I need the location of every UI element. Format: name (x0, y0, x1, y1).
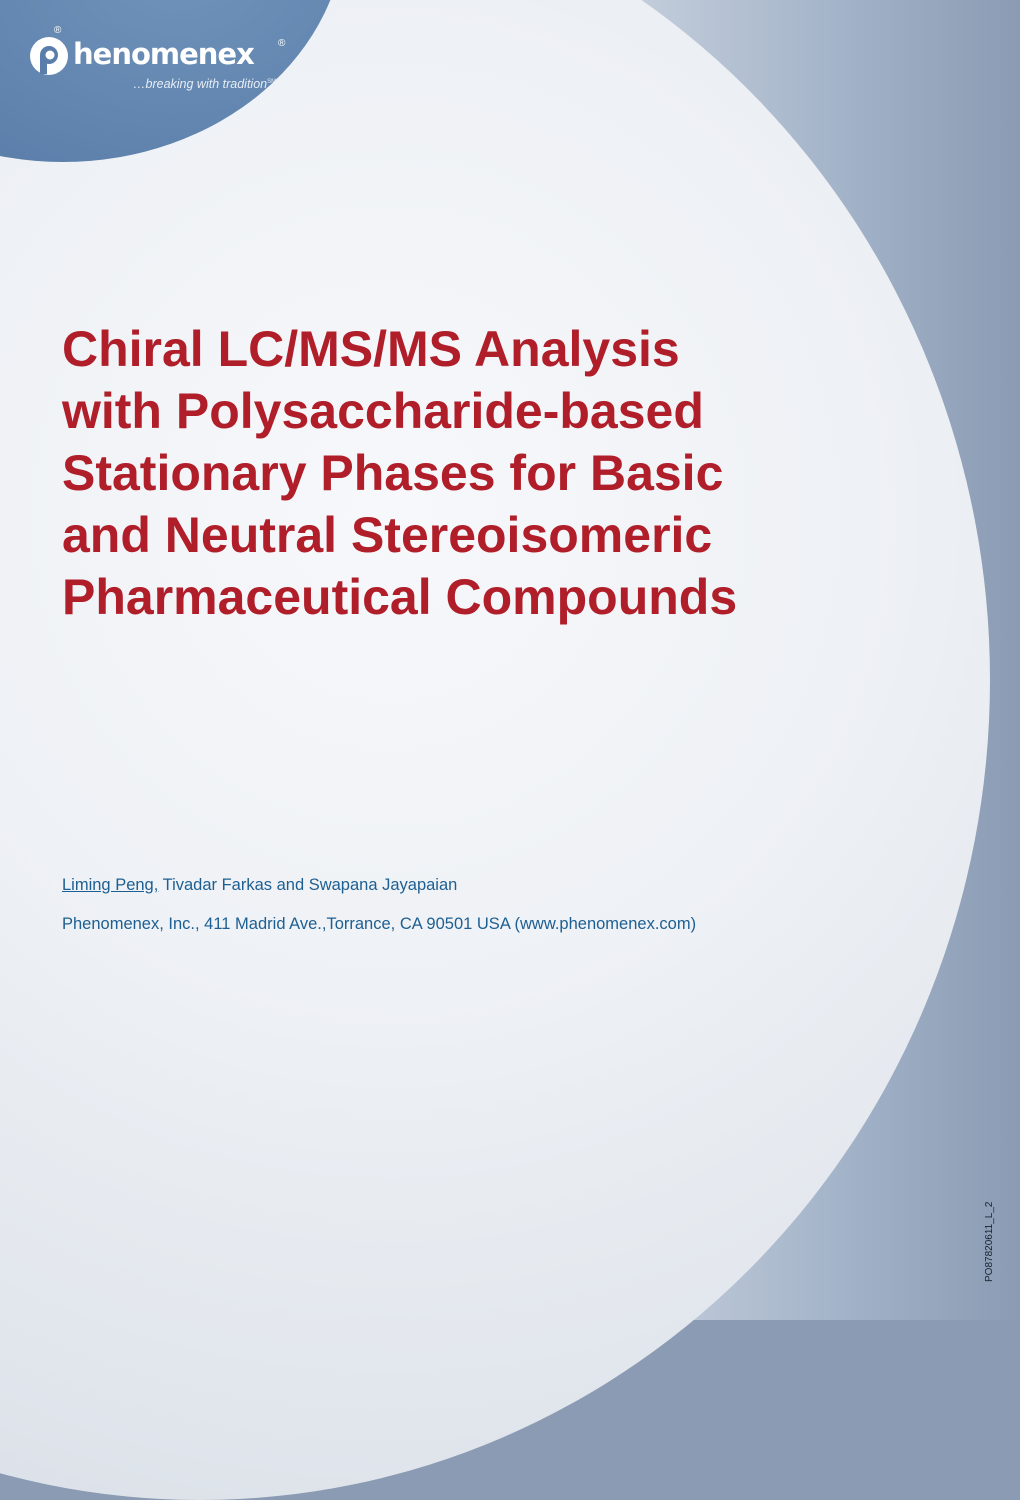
registered-mark: ® (54, 25, 62, 36)
logo-tagline (133, 77, 276, 91)
other-authors: Tivadar Farkas and Swapana Jayapaian (158, 876, 458, 894)
title-line: Stationary Phases for Basic (62, 445, 724, 501)
title-line: with Polysaccharide-based (62, 383, 704, 439)
logo-p-mark-icon (29, 36, 69, 76)
title-line: and Neutral Stereoisomeric (62, 507, 713, 563)
service-mark: SM (267, 78, 277, 85)
author-line (62, 876, 457, 895)
author-link[interactable]: Liming Peng, (62, 876, 159, 894)
title-line: Chiral LC/MS/MS Analysis (62, 321, 680, 377)
phenomenex-logo (29, 25, 299, 98)
logo-wordmark: henomenex (73, 37, 254, 71)
title-line: Pharmaceutical Compounds (62, 569, 738, 625)
document-title (62, 318, 942, 628)
affiliation-address: Phenomenex, Inc., 411 Madrid Ave.,Torrance, CA 90501 USA (www.phenomenex.com) (62, 915, 697, 933)
tagline-text: …breaking with tradition (133, 77, 268, 91)
registered-mark-2: ® (278, 38, 286, 49)
document-code: PO87820611_L_2 (984, 1201, 995, 1282)
